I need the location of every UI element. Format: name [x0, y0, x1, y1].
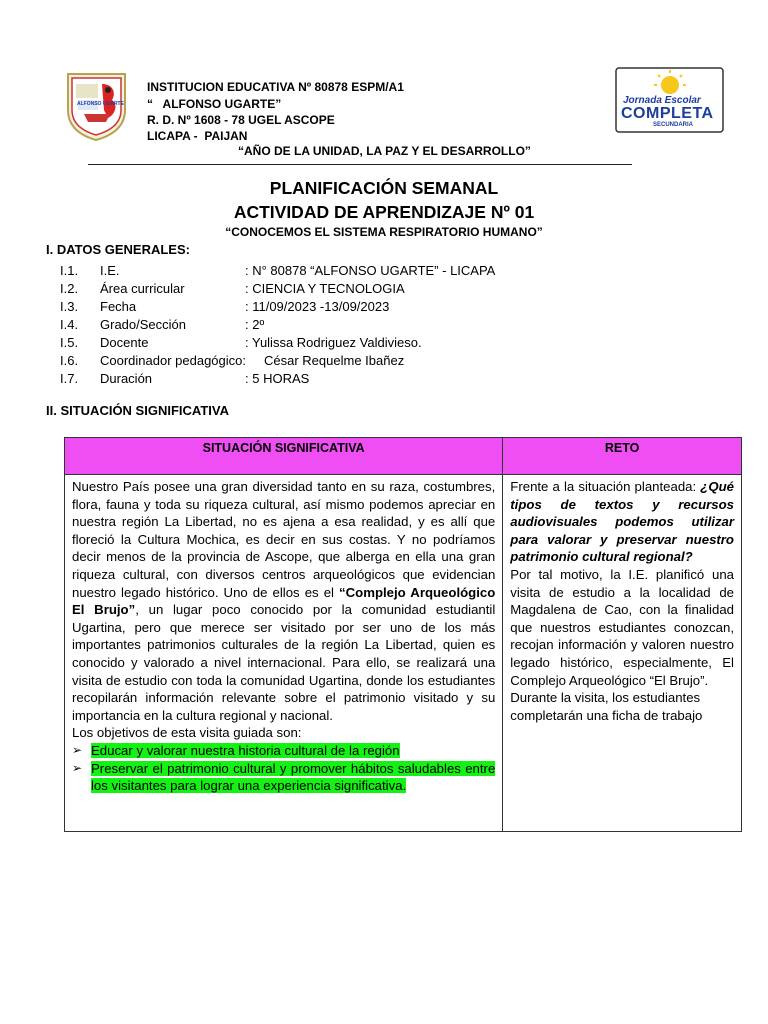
datos-row-label: Coordinador pedagógico: — [100, 353, 246, 368]
crest-text: ALFONSO UGARTE — [77, 101, 124, 107]
brujo-name: “Complejo Arqueológico El Brujo” — [72, 584, 496, 618]
reto-question: ¿Qué tipos de textos y recursos audiovisuales podemos utilizar para valorar y preservar nuestro patrimonio cultural regional? — [510, 479, 734, 565]
objetivos-intro: Los objetivos de esta visita guiada son: — [72, 725, 302, 741]
datos-row-value: : 2º — [245, 317, 265, 332]
reto-question-paragraph: Frente a la situación planteada: ¿Qué tipos de textos y recursos audiovisuales podemos utilizar para valorar y preservar nuestro patrimonio cultural regional? — [510, 479, 734, 565]
datos-row-number: I.5. — [60, 335, 79, 350]
year-motto: “AÑO DE LA UNIDAD, LA PAZ Y EL DESARROLLO” — [238, 144, 531, 158]
datos-row-label: I.E. — [100, 263, 120, 278]
section-situacion-heading: II. SITUACIÓN SIGNIFICATIVA — [46, 403, 229, 418]
objective-item: ➢ Educar y valorar nuestra historia cultural de la región — [72, 742, 400, 758]
datos-row-number: I.2. — [60, 281, 79, 296]
datos-row-value: : 11/09/2023 -13/09/2023 — [245, 299, 390, 314]
institution-name: INSTITUCION EDUCATIVA Nº 80878 ESPM/A1 — [147, 80, 404, 94]
situacion-paragraph: Nuestro País posee una gran diversidad tanto en su raza, costumbres, flora, fauna y toda su riqueza cultural, así mismo podemos apreciar en nuestra región La Libertad, no es ajena a esa realidad, y es allí que floreció la Cultura Mochica, es decir en sus costas. Y no podríamos decir menos de la provincia de Ascope, que alberga en ella una gran riqueza cultural, con diversos centros arqueológicos que evidencian nuestro legado histórico. Uno de ellos es el “Complejo Arqueológico El Brujo”, un lugar poco conocido por la comunidad estudiantil Ugartina, pero que merece ser visitado por ser uno de los más importantes patrimonios culturales de la región La Libertad, quien es conocido y valorado a nivel internacional. Para ello, se realizará una visita de estudio con toda la comunidad Ugartina, donde los estudiantes recopilarán información relevante sobre el patrimonio visitado y su importancia en la cultura regional y nacional. — [72, 479, 496, 723]
section-datos-heading: I. DATOS GENERALES: — [46, 242, 190, 257]
datos-row-value: : 5 HORAS — [245, 371, 310, 386]
col-header-situacion: SITUACIÓN SIGNIFICATIVA — [65, 438, 503, 475]
page-title: PLANIFICACIÓN SEMANAL — [269, 178, 499, 198]
datos-row-value: César Requelme Ibañez — [264, 353, 405, 368]
datos-row-value: : Yulissa Rodriguez Valdivieso. — [245, 335, 422, 350]
datos-row-label: Duración — [100, 371, 153, 386]
activity-subtitle: “CONOCEMOS EL SISTEMA RESPIRATORIO HUMANO” — [225, 225, 543, 239]
logo-text-secundaria: SECUNDARIA — [653, 122, 694, 128]
reto-closing: Durante la visita, los estudiantes completarán una ficha de trabajo — [510, 690, 703, 723]
reto-paragraph: Por tal motivo, la I.E. planificó una visita de estudio a la localidad de Magdalena de Cao, con la finalidad que nuestros estudiantes conozcan, recojan información y valoren nuestro legado histórico, especialmente, El Complejo Arqueológico “El Brujo”. — [510, 566, 734, 688]
jornada-escolar-logo — [615, 67, 724, 133]
datos-row-label: Área curricular — [100, 281, 185, 296]
arrow-bullet-icon: ➢ — [72, 742, 83, 757]
datos-row-number: I.6. — [60, 353, 79, 368]
situacion-table — [64, 437, 742, 832]
datos-row-label: Fecha — [100, 299, 137, 314]
datos-row-number: I.1. — [60, 263, 79, 278]
datos-row-label: Docente — [100, 335, 149, 350]
datos-row-value: : N° 80878 “ALFONSO UGARTE” - LICAPA — [245, 263, 496, 278]
objective-item: ➢ Preservar el patrimonio cultural y promover hábitos saludables entre los visitantes para lograr una experiencia significativa. — [72, 760, 496, 794]
reto-cell — [503, 475, 742, 832]
resolution-line: R. D. Nº 1608 - 78 UGEL ASCOPE — [147, 113, 335, 127]
datos-row-number: I.3. — [60, 299, 79, 314]
datos-row-label: Grado/Sección — [100, 317, 186, 332]
institution-subname: “ ALFONSO UGARTE” — [147, 97, 282, 111]
arrow-bullet-icon: ➢ — [72, 760, 83, 775]
situacion-cell — [65, 475, 503, 832]
datos-row-number: I.4. — [60, 317, 79, 332]
activity-title: ACTIVIDAD DE APRENDIZAJE Nº 01 — [233, 202, 535, 222]
school-crest-logo — [64, 70, 129, 142]
datos-row-number: I.7. — [60, 371, 79, 386]
logo-text-completa: COMPLETA — [621, 105, 714, 122]
logo-text-jornada: Jornada Escolar — [623, 95, 701, 106]
header-divider — [88, 164, 632, 165]
datos-row-value: : CIENCIA Y TECNOLOGIA — [245, 281, 405, 296]
location-line: LICAPA - PAIJAN — [147, 129, 248, 143]
col-header-reto: RETO — [503, 438, 742, 475]
